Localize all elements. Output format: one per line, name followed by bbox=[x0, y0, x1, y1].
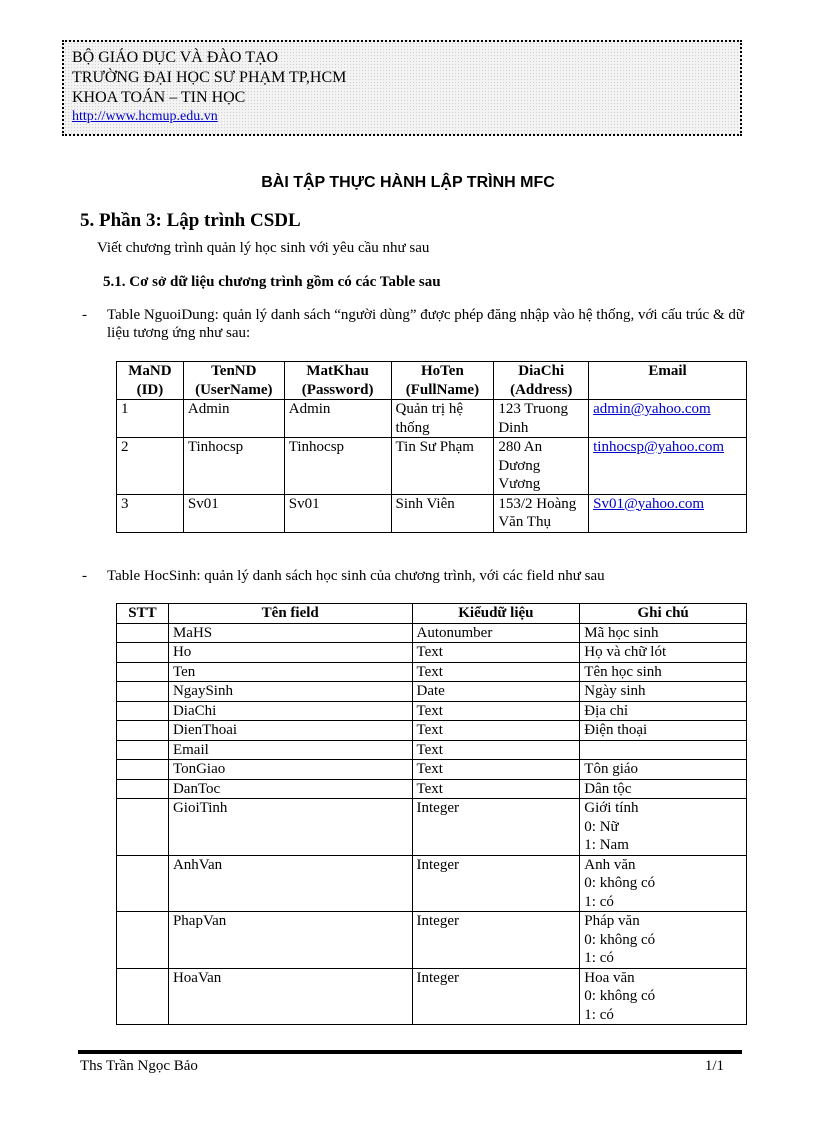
table-row bbox=[117, 740, 747, 760]
cell-note: Dân tộc bbox=[580, 779, 747, 799]
email-link[interactable]: tinhocsp@yahoo.com bbox=[593, 439, 725, 455]
cell-email bbox=[589, 438, 747, 495]
cell-fullname: Tin Sư Phạm bbox=[391, 438, 494, 495]
cell-data-type: Text bbox=[412, 701, 580, 721]
cell-stt bbox=[117, 662, 169, 682]
cell-data-type: Text bbox=[412, 662, 580, 682]
table-row bbox=[117, 682, 747, 702]
subsection-heading: 5.1. Cơ sở dữ liệu chương trình gồm có các Table sau bbox=[103, 274, 441, 290]
header-cell: MatKhau (Password) bbox=[284, 362, 391, 400]
cell-data-type: Text bbox=[412, 740, 580, 760]
header-cell: Email bbox=[589, 362, 747, 400]
table-row bbox=[117, 721, 747, 741]
cell-stt bbox=[117, 701, 169, 721]
fields-table bbox=[116, 603, 747, 1025]
fields-table-body bbox=[117, 623, 747, 1025]
header-cell: TenND (UserName) bbox=[183, 362, 284, 400]
cell-data-type: Integer bbox=[412, 799, 580, 856]
cell-stt bbox=[117, 799, 169, 856]
header-box bbox=[62, 40, 742, 136]
cell-data-type: Integer bbox=[412, 855, 580, 912]
cell-note: Mã học sinh bbox=[580, 623, 747, 643]
table-row bbox=[117, 701, 747, 721]
cell-id: 1 bbox=[117, 400, 184, 438]
cell-password: Admin bbox=[284, 400, 391, 438]
cell-address: 280 An Dương Vương bbox=[494, 438, 589, 495]
table-row bbox=[117, 662, 747, 682]
cell-note: Tôn giáo bbox=[580, 760, 747, 780]
cell-note: Họ và chữ lót bbox=[580, 643, 747, 663]
cell-field-name: DienThoai bbox=[168, 721, 412, 741]
ministry-name: BỘ GIÁO DỤC VÀ ĐÀO TẠO bbox=[72, 49, 279, 66]
bullet-hocsinh bbox=[82, 567, 762, 585]
cell-field-name: HoaVan bbox=[168, 968, 412, 1025]
email-link[interactable]: admin@yahoo.com bbox=[593, 401, 711, 417]
page-number: 1/1 bbox=[704, 1058, 724, 1074]
header-cell: HoTen (FullName) bbox=[391, 362, 494, 400]
cell-note: Giới tính 0: Nữ 1: Nam bbox=[580, 799, 747, 856]
cell-field-name: NgaySinh bbox=[168, 682, 412, 702]
footer-author: Ths Trần Ngọc Bảo bbox=[80, 1058, 198, 1074]
table-header-row bbox=[117, 362, 747, 400]
cell-field-name: AnhVan bbox=[168, 855, 412, 912]
bullet-dash: - bbox=[82, 307, 87, 323]
table-row bbox=[117, 968, 747, 1025]
cell-data-type: Text bbox=[412, 760, 580, 780]
website-link[interactable]: http://www.hcmup.edu.vn bbox=[72, 109, 218, 124]
cell-data-type: Integer bbox=[412, 968, 580, 1025]
cell-username: Sv01 bbox=[183, 494, 284, 532]
table-row bbox=[117, 855, 747, 912]
cell-stt bbox=[117, 779, 169, 799]
bullet-dash: - bbox=[82, 568, 87, 584]
cell-field-name: Ho bbox=[168, 643, 412, 663]
cell-note: Tên học sinh bbox=[580, 662, 747, 682]
cell-note: Hoa văn 0: không có 1: có bbox=[580, 968, 747, 1025]
cell-stt bbox=[117, 643, 169, 663]
cell-field-name: Email bbox=[168, 740, 412, 760]
table-row bbox=[117, 400, 747, 438]
cell-note bbox=[580, 740, 747, 760]
faculty-name: KHOA TOÁN – TIN HỌC bbox=[72, 89, 246, 106]
cell-stt bbox=[117, 623, 169, 643]
bullet-text: Table HocSinh: quản lý danh sách học sinh của chương trình, với các field như sau bbox=[107, 568, 605, 584]
cell-note: Pháp văn 0: không có 1: có bbox=[580, 912, 747, 969]
cell-data-type: Text bbox=[412, 721, 580, 741]
cell-username: Tinhocsp bbox=[183, 438, 284, 495]
cell-password: Tinhocsp bbox=[284, 438, 391, 495]
table-row bbox=[117, 912, 747, 969]
cell-fullname: Sinh Viên bbox=[391, 494, 494, 532]
cell-stt bbox=[117, 682, 169, 702]
header-field-name: Tên field bbox=[168, 604, 412, 624]
university-name: TRƯỜNG ĐẠI HỌC SƯ PHẠM TP,HCM bbox=[72, 69, 347, 86]
cell-id: 3 bbox=[117, 494, 184, 532]
bullet-nguoidung bbox=[82, 306, 762, 342]
cell-stt bbox=[117, 740, 169, 760]
cell-field-name: DiaChi bbox=[168, 701, 412, 721]
cell-stt bbox=[117, 855, 169, 912]
cell-note: Địa chỉ bbox=[580, 701, 747, 721]
cell-field-name: DanToc bbox=[168, 779, 412, 799]
header-note: Ghi chú bbox=[580, 604, 747, 624]
header-data-type: Kiểudữ liệu bbox=[412, 604, 580, 624]
cell-data-type: Autonumber bbox=[412, 623, 580, 643]
cell-data-type: Text bbox=[412, 643, 580, 663]
footer-divider bbox=[78, 1050, 742, 1054]
cell-field-name: Ten bbox=[168, 662, 412, 682]
cell-fullname: Quản trị hệ thống bbox=[391, 400, 494, 438]
bullet-text: Table NguoiDung: quản lý danh sách “người dùng” được phép đăng nhập vào hệ thống, với cấu trúc & dữ liệu tương ứng như sau: bbox=[107, 307, 744, 341]
table-row bbox=[117, 643, 747, 663]
cell-stt bbox=[117, 912, 169, 969]
cell-note: Anh văn 0: không có 1: có bbox=[580, 855, 747, 912]
cell-id: 2 bbox=[117, 438, 184, 495]
cell-field-name: PhapVan bbox=[168, 912, 412, 969]
cell-note: Ngày sinh bbox=[580, 682, 747, 702]
cell-data-type: Text bbox=[412, 779, 580, 799]
cell-data-type: Date bbox=[412, 682, 580, 702]
table-row bbox=[117, 799, 747, 856]
cell-email bbox=[589, 494, 747, 532]
section-intro: Viết chương trình quản lý học sinh với yêu cầu như sau bbox=[97, 240, 430, 256]
table-row bbox=[117, 494, 747, 532]
cell-stt bbox=[117, 721, 169, 741]
cell-password: Sv01 bbox=[284, 494, 391, 532]
email-link[interactable]: Sv01@yahoo.com bbox=[593, 495, 705, 512]
cell-username: Admin bbox=[183, 400, 284, 438]
table-row bbox=[117, 623, 747, 643]
cell-field-name: GioiTinh bbox=[168, 799, 412, 856]
table-row bbox=[117, 438, 747, 495]
cell-address: 123 Truong Dinh bbox=[494, 400, 589, 438]
section-heading: 5. Phần 3: Lập trình CSDL bbox=[80, 210, 301, 231]
header-cell: DiaChi (Address) bbox=[494, 362, 589, 400]
cell-note: Điện thoại bbox=[580, 721, 747, 741]
cell-address: 153/2 Hoàng Văn Thụ bbox=[494, 494, 589, 532]
cell-data-type: Integer bbox=[412, 912, 580, 969]
users-table bbox=[116, 361, 747, 533]
cell-field-name: TonGiao bbox=[168, 760, 412, 780]
header-stt: STT bbox=[117, 604, 169, 624]
table-header-row bbox=[117, 604, 747, 624]
cell-stt bbox=[117, 968, 169, 1025]
header-cell: MaND (ID) bbox=[117, 362, 184, 400]
table-row bbox=[117, 779, 747, 799]
document-title: BÀI TẬP THỰC HÀNH LẬP TRÌNH MFC bbox=[261, 174, 555, 191]
cell-field-name: MaHS bbox=[168, 623, 412, 643]
cell-email bbox=[589, 400, 747, 438]
table-row bbox=[117, 760, 747, 780]
cell-stt bbox=[117, 760, 169, 780]
